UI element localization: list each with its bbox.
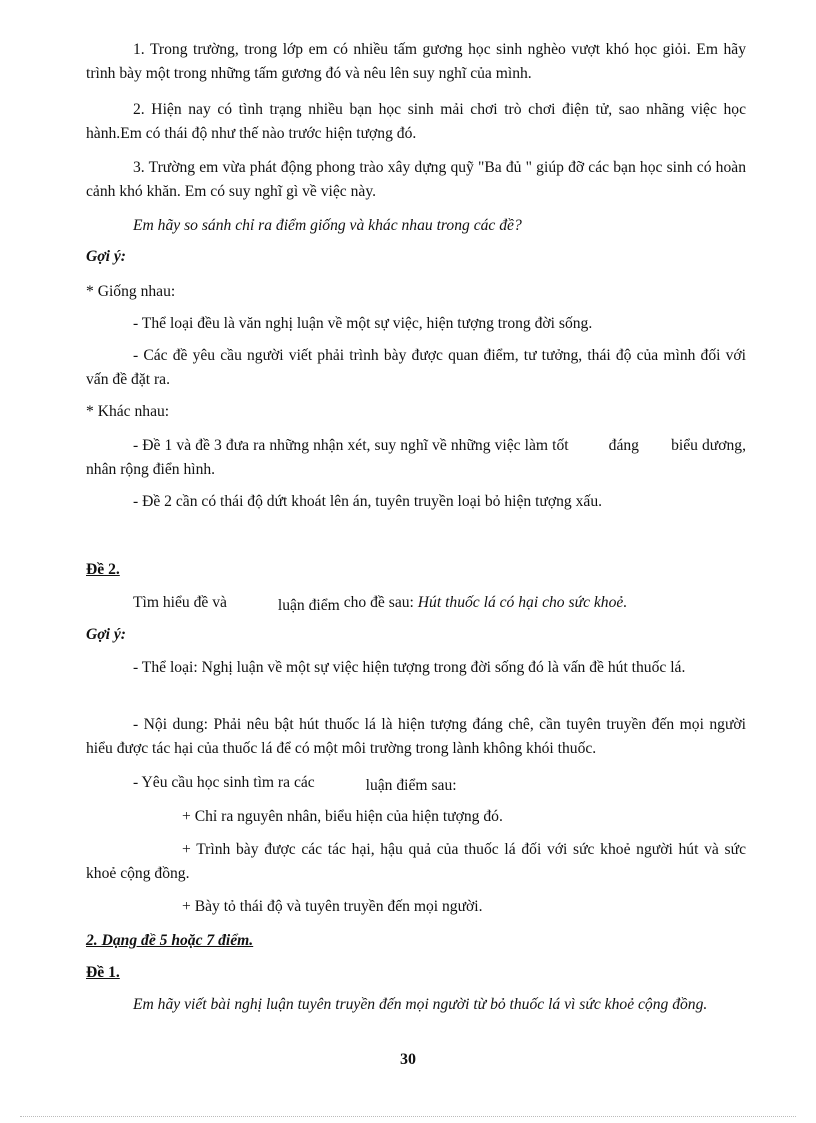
diff-1-text-a: - Đề 1 và đề 3 đưa ra những nhận xét, suy nghĩ về những việc làm tốt [133, 437, 569, 454]
bullet-3: + Bày tỏ thái độ và tuyên truyền đến mọi người. [182, 898, 483, 915]
page-bottom-divider [20, 1116, 796, 1117]
block-de2-title [86, 558, 746, 582]
g3-text-a: - Yêu cầu học sinh tìm ra các [133, 774, 315, 791]
diff-item-2: - Đề 2 cần có thái độ dứt khoát lên án, tuyên truyền loại bỏ hiện tượng xấu. [133, 493, 603, 510]
block-same-1 [86, 312, 746, 336]
de2-text-a: Tìm hiểu đề và [133, 594, 227, 611]
block-b1 [86, 805, 746, 829]
g3-text-b: luận điểm sau: [365, 777, 457, 794]
block-hint-1 [86, 245, 746, 269]
de2-heading: Đề 2. [86, 561, 120, 578]
block-de1-title [86, 961, 746, 985]
exercise-3: 3. Trường em vừa phát động phong trào xây dựng quỹ "Ba đủ " giúp đỡ các bạn học sinh có hoàn cảnh khó khăn. Em có suy nghĩ gì về việc này. [86, 159, 746, 200]
same-item-2: - Các đề yêu cầu người viết phải trình bày được quan điểm, tư tưởng, thái độ của mình đối với vấn đề đặt ra. [86, 347, 746, 388]
block-b2 [86, 838, 746, 886]
hint-heading-1: Gợi ý: [86, 248, 126, 265]
de2-text-b: luận điểm [277, 597, 340, 614]
block-b3 [86, 895, 746, 919]
block-de2-prompt [86, 591, 746, 615]
exercise-1: 1. Trong trường, trong lớp em có nhiều tấm gương học sinh nghèo vượt khó học giỏi. Em hãy trình bày một trong những tấm gương đó và nêu lên suy nghĩ của mình. [86, 41, 746, 82]
block-g2 [86, 713, 746, 761]
bullet-1: + Chỉ ra nguyên nhân, biểu hiện của hiện tượng đó. [182, 808, 503, 825]
diff-1-text-b: đáng [608, 437, 639, 454]
block-g1 [86, 656, 746, 680]
block-hint-2 [86, 623, 746, 647]
block-diff-2 [86, 490, 746, 514]
block-exercise-3 [86, 156, 746, 204]
page-number: 30 [400, 1051, 416, 1068]
block-de1-text [86, 993, 746, 1017]
section-2-heading: 2. Dạng đề 5 hoặc 7 điểm. [86, 932, 254, 949]
block-diff-1 [86, 434, 746, 482]
hint-heading-2: Gợi ý: [86, 626, 126, 643]
hint-genre: - Thể loại: Nghị luận về một sự việc hiện tượng trong đời sống đó là vấn đề hút thuốc lá. [133, 659, 686, 676]
hint-requirement [86, 771, 746, 795]
same-item-1: - Thể loại đều là văn nghị luận về một sự việc, hiện tượng trong đời sống. [133, 315, 593, 332]
block-g3 [86, 771, 746, 795]
block-exercise-list [86, 38, 746, 86]
de1-heading: Đề 1. [86, 964, 120, 981]
block-section-2 [86, 929, 746, 953]
bullet-2: + Trình bày được các tác hại, hậu quả của thuốc lá đối với sức khoẻ người hút và sức khoẻ cộng đồng. [86, 841, 746, 882]
diff-1-text-c: biểu dương, nhân rộng điển hình. [86, 437, 746, 478]
same-heading: * Giống nhau: [86, 283, 176, 300]
de2-text-c: cho đề sau: [343, 594, 414, 611]
diff-item-1 [86, 434, 746, 482]
block-exercise-2 [86, 98, 746, 146]
diff-heading: * Khác nhau: [86, 403, 170, 420]
block-compare-question [86, 214, 746, 238]
de2-prompt [86, 591, 746, 615]
compare-question: Em hãy so sánh chỉ ra điểm giống và khác nhau trong các đề? [133, 217, 522, 234]
exercise-2: 2. Hiện nay có tình trạng nhiều bạn học sinh mải chơi trò chơi điện tử, sao nhãng việc học hành.Em có thái độ như thế nào trước hiện tượng đó. [86, 101, 746, 142]
block-diff-title [86, 400, 746, 424]
hint-content: - Nội dung: Phải nêu bật hút thuốc lá là hiện tượng đáng chê, cần tuyên truyền đến mọi người hiểu được tác hại của thuốc lá để có một môi trường trong lành không khói thuốc. [86, 716, 746, 757]
de1-prompt: Em hãy viết bài nghị luận tuyên truyền đến mọi người từ bỏ thuốc lá vì sức khoẻ cộng đồng. [133, 996, 708, 1013]
block-same-title [86, 280, 746, 304]
block-same-2 [86, 344, 746, 392]
de2-topic: Hút thuốc lá có hại cho sức khoẻ. [417, 594, 628, 611]
